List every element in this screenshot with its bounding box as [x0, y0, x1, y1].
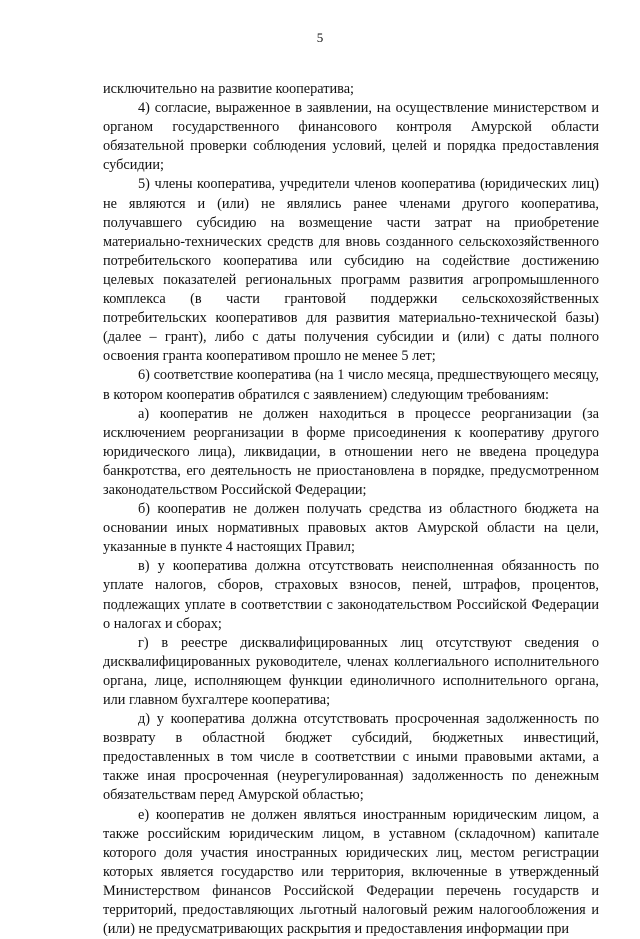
- document-body: [103, 80, 599, 939]
- paragraph-continuation: исключительно на развитие кооператива;: [103, 81, 355, 97]
- paragraph-subitem-e: е) кооператив не должен являться иностранным юридическим лицом, а также российским юридическим лицом, в уставном (складочном) капитале которого доля участия иностранных юридических лиц, местом регистрации которых является государство или территория, включенные в утвержденный Министерством финансов Российской Федерации перечень государств и территорий, предоставляющих льготный налоговый режим налогообложения и (или) не предусматривающих раскрытия и предоставления информации при: [103, 806, 599, 938]
- paragraph-subitem-d: д) у кооператива должна отсутствовать просроченная задолженность по возврату в областной бюджет субсидий, бюджетных инвестиций, предоставленных в том числе в соответствии с иными правовыми актами, а также иная просроченная (неурегулированная) задолженность по денежным обязательствам перед Амурской областью;: [103, 711, 599, 804]
- paragraph-item-4: 4) согласие, выраженное в заявлении, на осуществление министерством и органом государственного финансового контроля Амурской области обязательной проверки соблюдения условий, целей и порядка предоставления субсидии;: [103, 100, 599, 174]
- page-number: 5: [316, 30, 324, 45]
- paragraph-subitem-b: б) кооператив не должен получать средства из областного бюджета на основании иных нормативных правовых актов Амурской области на цели, указанные в пункте 4 настоящих Правил;: [103, 501, 599, 556]
- paragraph-item-5: 5) члены кооператива, учредители членов кооператива (юридических лиц) не являются и (или) не являлись ранее членами другого кооператива, получавшего субсидию на возмещение части затрат на приобретение материально-технических средств для вновь созданного сельскохозяйственного потребительского кооператива или субсидию на содействие достижению целевых показателей региональных программ развития агропромышленного комплекса (в части грантовой поддержки сельскохозяйственных потребительских кооперативов для развития материально-технической базы) (далее – грант), либо с даты получения субсидии и (или) с даты полного освоения гранта кооперативом прошло не менее 5 лет;: [103, 176, 599, 365]
- paragraph-subitem-a: а) кооператив не должен находиться в процессе реорганизации (за исключением реорганизации в форме присоединения к кооперативу другого юридического лица), ликвидации, в отношении него не введена процедура банкротства, его деятельность не приостановлена в порядке, предусмотренном законодательством Российской Федерации;: [103, 405, 599, 498]
- paragraph-item-6: 6) соответствие кооператива (на 1 число месяца, предшествующего месяцу, в котором кооператив обратился с заявлением) следующим требованиям:: [103, 367, 599, 403]
- paragraph-subitem-v: в) у кооператива должна отсутствовать неисполненная обязанность по уплате налогов, сборов, страховых взносов, пеней, штрафов, процентов, подлежащих уплате в соответствии с законодательством Российской Федерации о налогах и сборах;: [103, 558, 599, 632]
- paragraph-subitem-g: г) в реестре дисквалифицированных лиц отсутствуют сведения о дисквалифицированных руководителе, членах коллегиального исполнительного органа, лице, исполняющем функции единоличного исполнительного органа, или главном бухгалтере кооператива;: [103, 634, 599, 708]
